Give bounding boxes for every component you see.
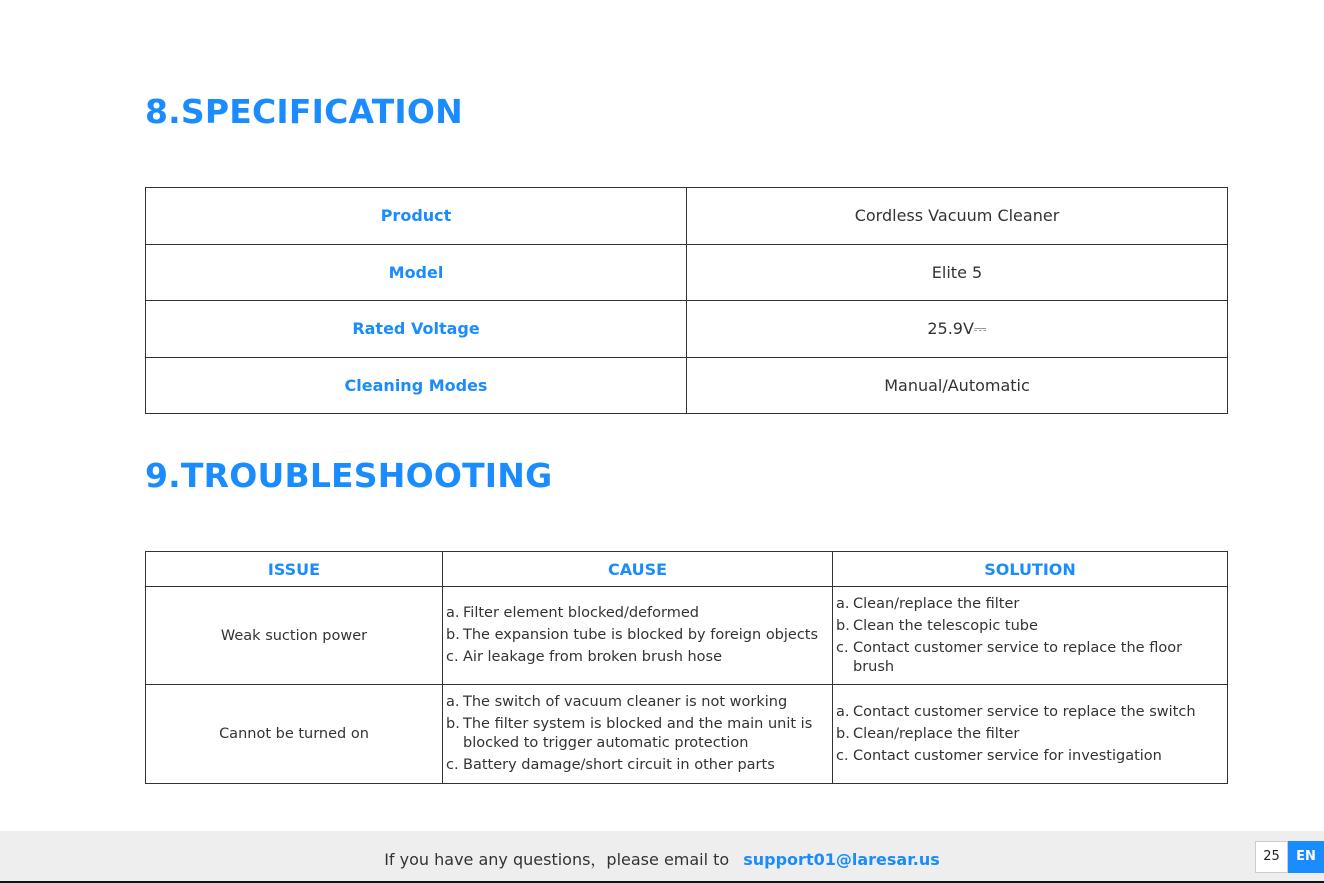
issue-cell: Weak suction power	[146, 587, 443, 685]
spec-row	[146, 301, 1228, 358]
specification-heading: 8.SPECIFICATION	[145, 92, 463, 131]
column-header-cause: CAUSE	[443, 552, 833, 587]
list-item	[446, 693, 830, 712]
solution-cell	[833, 587, 1228, 685]
list-marker: a.	[836, 595, 850, 612]
list-marker: b.	[836, 617, 850, 634]
list-text: Filter element blocked/deformed	[463, 605, 699, 621]
list-marker: b.	[446, 716, 460, 732]
solution-list	[833, 703, 1227, 766]
list-marker: a.	[446, 694, 460, 710]
list-item	[836, 595, 1225, 614]
page-footer	[0, 831, 1324, 883]
spec-key: Model	[146, 244, 687, 301]
spec-key: Product	[146, 188, 687, 245]
footer-contact-line	[0, 847, 1324, 870]
list-marker: b.	[836, 725, 850, 742]
column-header-solution: SOLUTION	[833, 552, 1228, 587]
solution-cell	[833, 685, 1228, 784]
list-text: Clean/replace the filter	[853, 595, 1020, 612]
list-text: Air leakage from broken brush hose	[463, 649, 723, 665]
troubleshooting-heading: 9.TROUBLESHOOTING	[145, 456, 553, 495]
spec-key: Rated Voltage	[146, 301, 687, 358]
spec-value: Cordless Vacuum Cleaner	[687, 188, 1228, 245]
column-header-issue: ISSUE	[146, 552, 443, 587]
list-item	[446, 648, 830, 667]
list-item	[446, 756, 830, 775]
language-badge: EN	[1288, 841, 1324, 873]
list-item	[446, 715, 830, 753]
cause-cell	[443, 587, 833, 685]
list-marker: b.	[446, 627, 460, 643]
list-text: The switch of vacuum cleaner is not working	[463, 694, 788, 710]
list-marker: c.	[836, 639, 849, 656]
cause-cell	[443, 685, 833, 784]
spec-row	[146, 357, 1228, 414]
list-marker: c.	[446, 757, 459, 773]
list-item	[836, 639, 1225, 677]
cause-list	[443, 693, 832, 775]
page-number: 25	[1255, 841, 1288, 873]
list-text: Clean the telescopic tube	[853, 617, 1038, 634]
list-text: Clean/replace the filter	[853, 725, 1020, 742]
table-row	[146, 587, 1228, 685]
spec-value: 25.9V⎓	[687, 301, 1228, 358]
specification-table	[145, 187, 1228, 414]
list-item	[836, 703, 1225, 722]
list-text: The expansion tube is blocked by foreign objects	[463, 627, 819, 643]
spec-row	[146, 244, 1228, 301]
list-item	[446, 626, 830, 645]
solution-list	[833, 595, 1227, 677]
list-item	[836, 725, 1225, 744]
troubleshooting-table	[145, 551, 1228, 784]
list-item	[836, 617, 1225, 636]
list-text: Contact customer service to replace the switch	[853, 703, 1196, 720]
list-text: Battery damage/short circuit in other parts	[463, 757, 775, 773]
list-marker: a.	[836, 703, 850, 720]
table-header-row	[146, 552, 1228, 587]
list-marker: c.	[836, 747, 849, 764]
spec-value: Elite 5	[687, 244, 1228, 301]
table-row	[146, 685, 1228, 784]
list-marker: c.	[446, 649, 459, 665]
spec-row	[146, 188, 1228, 245]
list-item	[446, 604, 830, 623]
list-item	[836, 747, 1225, 766]
spec-key: Cleaning Modes	[146, 357, 687, 414]
issue-cell: Cannot be turned on	[146, 685, 443, 784]
cause-list	[443, 604, 832, 667]
footer-text: If you have any questions，please email to	[384, 850, 730, 869]
list-marker: a.	[446, 605, 460, 621]
list-text: Contact customer service to replace the floor brush	[853, 639, 1183, 675]
spec-value: Manual/Automatic	[687, 357, 1228, 414]
list-text: The filter system is blocked and the main unit is blocked to trigger automatic protection	[463, 716, 813, 751]
list-text: Contact customer service for investigation	[853, 747, 1162, 764]
support-email-link[interactable]: support01@laresar.us	[743, 850, 940, 869]
